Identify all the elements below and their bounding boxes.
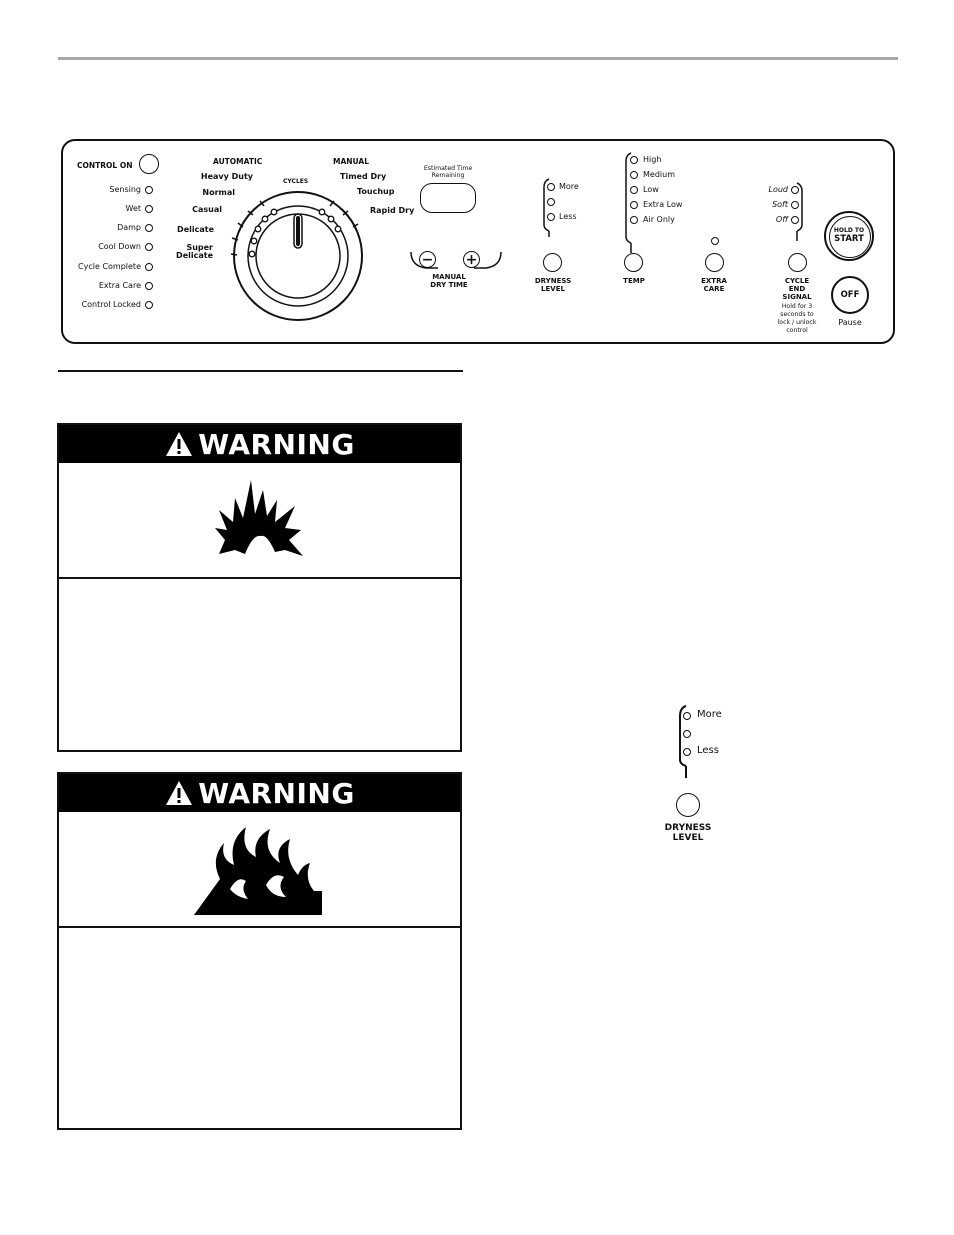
status-led (145, 263, 153, 271)
control-panel (61, 139, 895, 344)
warning-heading: WARNING (198, 427, 355, 461)
cycle-option-heavy-duty: Heavy Duty (200, 172, 253, 181)
temp-option-extra-low: Extra Low (643, 200, 683, 209)
extra-care-label-line2: CARE (703, 285, 725, 293)
cycle-option-timed-dry: Timed Dry (340, 172, 387, 181)
warning-header (59, 774, 460, 812)
plus-button[interactable]: + (463, 251, 480, 268)
automatic-label: AUTOMATIC (213, 157, 263, 166)
cycle-option-super-delicate: Delicate (176, 251, 213, 260)
temp-led (630, 156, 638, 164)
off-pause-button[interactable] (831, 276, 869, 314)
dryness-option-more: More (559, 182, 579, 191)
signal-option-soft: Soft (772, 200, 788, 209)
cycle-end-label-line2: END (788, 285, 806, 293)
minus-button[interactable]: − (419, 251, 436, 268)
warning-box-fire (57, 772, 462, 1130)
lock-hint-line2: seconds to (780, 311, 814, 318)
temp-button[interactable] (624, 253, 643, 272)
status-led-label: Cool Down (98, 242, 141, 251)
dryness-detail-led (683, 748, 691, 756)
fire-icon (190, 819, 330, 919)
control-on-label: CONTROL ON (77, 161, 133, 170)
section-rule (58, 370, 463, 372)
dryness-detail-led (683, 730, 691, 738)
cycle-end-signal-button[interactable] (788, 253, 807, 272)
status-led (145, 282, 153, 290)
warning-triangle-icon (164, 430, 194, 458)
cycle-option-delicate: Delicate (177, 225, 214, 234)
temp-option-medium: Medium (643, 170, 675, 179)
cycle-option-super: Super (186, 243, 213, 252)
temp-option-air-only: Air Only (643, 215, 675, 224)
control-on-button[interactable] (139, 154, 159, 174)
warning-triangle-icon (164, 779, 194, 807)
warning-heading: WARNING (198, 776, 355, 810)
status-led-label: Control Locked (81, 300, 141, 309)
off-label: OFF (840, 290, 860, 300)
manual-dry-time-label-line1: MANUAL (432, 273, 466, 281)
hold-to-label: HOLD TO (833, 227, 865, 234)
cycle-end-label-line3: SIGNAL (782, 293, 812, 301)
dryness-led (547, 183, 555, 191)
cycle-option-normal: Normal (202, 188, 235, 197)
dryness-label-line2: LEVEL (541, 285, 565, 293)
status-led-label: Sensing (109, 185, 141, 194)
status-led-label: Damp (117, 223, 141, 232)
extra-care-led (711, 237, 719, 245)
warning-body (59, 928, 460, 1128)
warning-header (59, 425, 460, 463)
temp-led (630, 201, 638, 209)
temp-led (630, 216, 638, 224)
cycle-end-label-line1: CYCLE (784, 277, 810, 285)
temp-option-high: High (643, 155, 662, 164)
lock-hint-line4: control (786, 327, 808, 334)
estimated-time-label-line2: Remaining (431, 172, 465, 179)
top-rule (58, 57, 898, 60)
dryness-led (547, 198, 555, 206)
temp-label: TEMP (623, 277, 645, 285)
manual-dry-time-label-line2: DRY TIME (430, 281, 468, 289)
signal-option-off: Off (775, 215, 788, 224)
estimated-time-label-line1: Estimated Time (423, 165, 473, 172)
temp-led (630, 171, 638, 179)
dryness-led (547, 213, 555, 221)
cycle-option-casual: Casual (192, 205, 222, 214)
cycle-option-rapid-dry: Rapid Dry (370, 206, 415, 215)
temp-option-low: Low (643, 185, 659, 194)
lock-hint-line1: Hold for 3 (781, 303, 813, 310)
dryness-option-less: Less (559, 212, 577, 221)
dryness-detail-option-less: Less (697, 745, 719, 756)
signal-option-loud: Loud (768, 185, 788, 194)
pause-label: Pause (838, 318, 862, 327)
estimated-time-display (420, 183, 476, 213)
fire-icon-area (59, 812, 460, 928)
extra-care-label-line1: EXTRA (701, 277, 727, 285)
cycles-label: CYCLES (283, 178, 309, 185)
dryness-detail-label-line2: LEVEL (672, 833, 704, 843)
dryness-detail-led (683, 712, 691, 720)
dryness-detail-label-line1: DRYNESS (664, 823, 712, 833)
lock-hint-line3: lock / unlock (777, 319, 817, 326)
status-led-label: Cycle Complete (78, 262, 141, 271)
dryness-level-detail (664, 700, 780, 850)
cycle-dial[interactable] (218, 176, 378, 336)
manual-label: MANUAL (333, 157, 369, 166)
dryness-level-button[interactable] (543, 253, 562, 272)
warning-box-explosion (57, 423, 462, 752)
dryness-detail-button[interactable] (676, 793, 700, 817)
status-led (145, 301, 153, 309)
temp-led (630, 186, 638, 194)
status-led-label: Wet (125, 204, 141, 213)
explosion-icon-area (59, 463, 460, 579)
explosion-icon (205, 470, 315, 570)
signal-bracket (793, 181, 805, 241)
start-label: START (834, 234, 864, 244)
hold-to-start-button[interactable] (824, 211, 874, 261)
warning-body (59, 579, 460, 750)
cycle-option-touchup: Touchup (357, 187, 395, 196)
dryness-label-line1: DRYNESS (534, 277, 572, 285)
status-led-label: Extra Care (98, 281, 141, 290)
dryness-detail-option-more: More (697, 709, 722, 720)
extra-care-button[interactable] (705, 253, 724, 272)
